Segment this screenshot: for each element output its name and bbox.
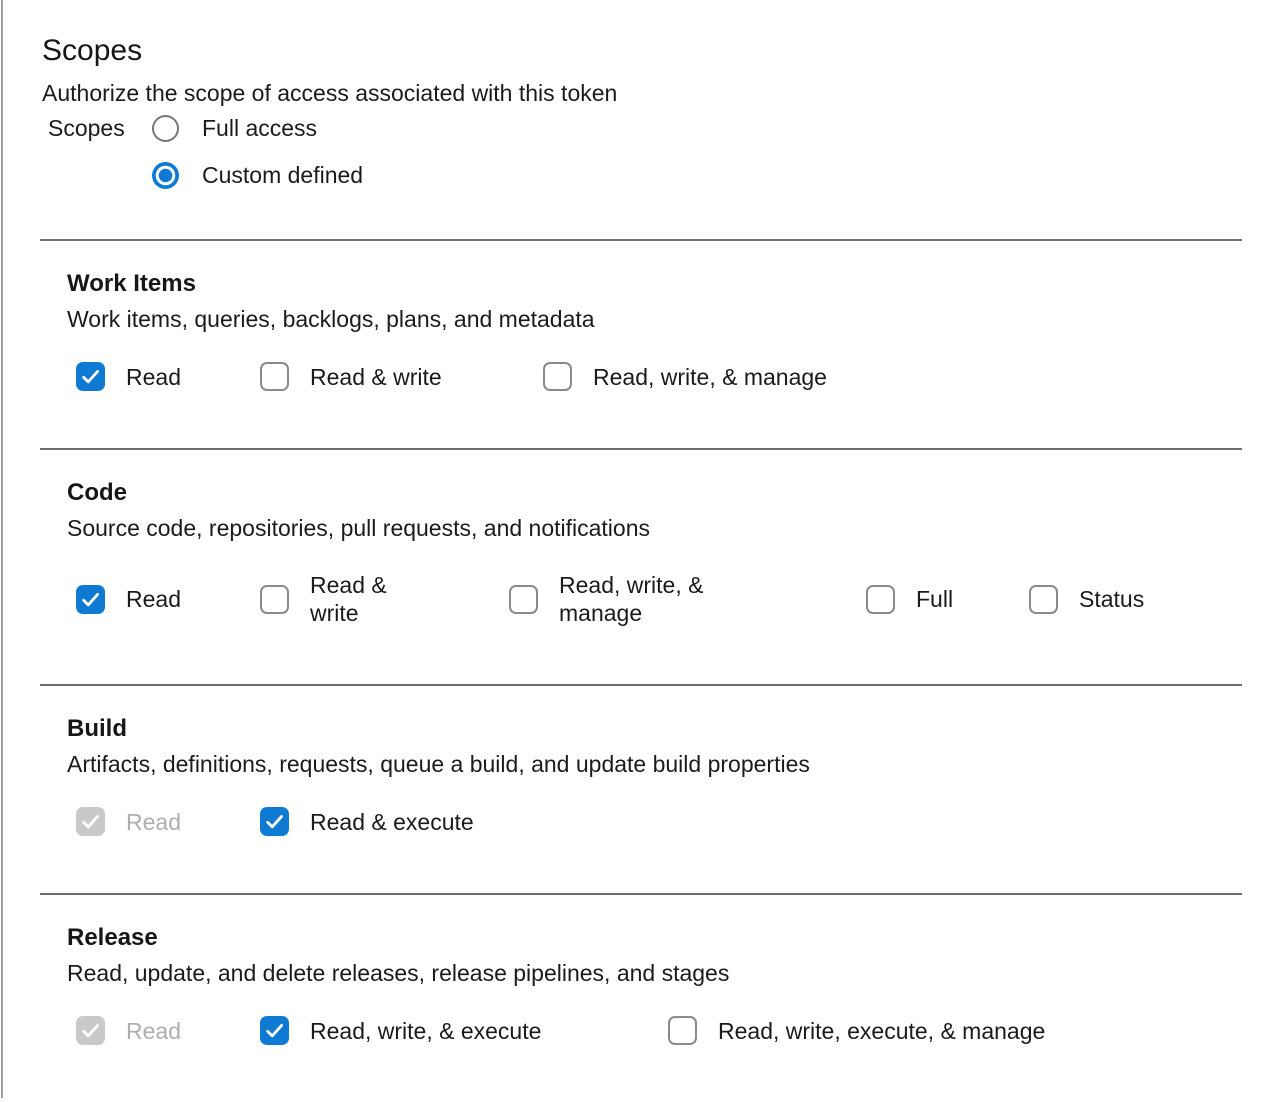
scope-option-read-write[interactable] — [260, 571, 509, 627]
check-icon — [260, 807, 289, 836]
scope-option-read — [76, 807, 260, 836]
radio-selected-custom-defined[interactable] — [152, 162, 179, 189]
checkbox-read-write-execute-manage[interactable] — [668, 1016, 697, 1045]
checkbox-read-write[interactable] — [260, 585, 289, 614]
scopes-radio-group — [152, 114, 363, 189]
page-title: Scopes — [42, 34, 143, 67]
scope-option-read[interactable] — [76, 585, 260, 614]
scopes-field — [42, 114, 1282, 189]
checkbox-label: Read, write, & manage — [559, 572, 704, 626]
checkbox-status[interactable] — [1029, 585, 1058, 614]
section-title: Build — [67, 715, 127, 742]
checkbox-label: Status — [1079, 586, 1145, 612]
section-title: Work Items — [67, 270, 196, 297]
section-title: Release — [67, 924, 158, 951]
section-code — [0, 450, 1282, 684]
section-release — [0, 895, 1282, 1102]
radio-option-full-access[interactable] — [152, 114, 363, 142]
checkbox-read — [76, 1016, 105, 1045]
page-subtitle: Authorize the scope of access associated with this token — [42, 80, 618, 106]
scope-option-full[interactable] — [866, 585, 1029, 614]
section-options — [76, 362, 1282, 391]
scope-option-read-write-execute-manage[interactable] — [668, 1016, 1045, 1045]
scope-option-status[interactable] — [1029, 585, 1144, 614]
section-build — [0, 686, 1282, 893]
section-options — [76, 1016, 1282, 1045]
checkbox-read[interactable] — [76, 585, 105, 614]
scopes-field-label: Scopes — [48, 115, 125, 141]
panel-left-border — [1, 0, 3, 1098]
radio-label: Full access — [202, 115, 318, 141]
scope-option-read — [76, 1016, 260, 1045]
checkbox-label: Full — [916, 586, 954, 612]
section-options — [76, 571, 1282, 627]
section-description: Read, update, and delete releases, release pipelines, and stages — [67, 960, 730, 986]
check-icon — [76, 585, 105, 614]
check-icon — [260, 1016, 289, 1045]
radio-label: Custom defined — [202, 162, 364, 188]
checkbox-read-write-execute[interactable] — [260, 1016, 289, 1045]
section-title: Code — [67, 479, 127, 506]
section-options — [76, 807, 1282, 836]
section-description: Artifacts, definitions, requests, queue a build, and update build properties — [67, 751, 810, 777]
checkbox-label: Read — [126, 808, 181, 835]
check-icon — [76, 362, 105, 391]
checkbox-read-write[interactable] — [260, 362, 289, 391]
checkbox-label: Read — [126, 363, 181, 390]
scope-option-read-write-manage[interactable] — [509, 571, 866, 627]
checkbox-read — [76, 807, 105, 836]
scope-option-read-write[interactable] — [260, 362, 543, 391]
checkbox-full[interactable] — [866, 585, 895, 614]
checkbox-read[interactable] — [76, 362, 105, 391]
checkbox-read-write-manage[interactable] — [543, 362, 572, 391]
scopes-header — [0, 0, 1282, 239]
section-work-items — [0, 241, 1282, 448]
checkbox-label: Read & execute — [310, 808, 474, 835]
scope-option-read-write-execute[interactable] — [260, 1016, 668, 1045]
scope-option-read[interactable] — [76, 362, 260, 391]
scope-option-read-write-manage[interactable] — [543, 362, 827, 391]
checkbox-label: Read — [126, 1017, 181, 1044]
checkbox-read-execute[interactable] — [260, 807, 289, 836]
checkbox-label: Read & write — [310, 363, 442, 390]
checkbox-label: Read — [126, 586, 181, 612]
checkbox-label: Read & write — [310, 572, 387, 626]
radio-option-custom-defined[interactable] — [152, 161, 363, 189]
check-icon — [76, 807, 105, 836]
section-description: Work items, queries, backlogs, plans, and metadata — [67, 306, 595, 332]
checkbox-label: Read, write, execute, & manage — [718, 1017, 1046, 1044]
checkbox-label: Read, write, & execute — [310, 1017, 542, 1044]
radio-full-access[interactable] — [152, 115, 179, 142]
checkbox-read-write-manage[interactable] — [509, 585, 538, 614]
check-icon — [76, 1016, 105, 1045]
section-description: Source code, repositories, pull requests, and notifications — [67, 515, 650, 541]
scope-option-read-execute[interactable] — [260, 807, 474, 836]
checkbox-label: Read, write, & manage — [593, 363, 827, 390]
